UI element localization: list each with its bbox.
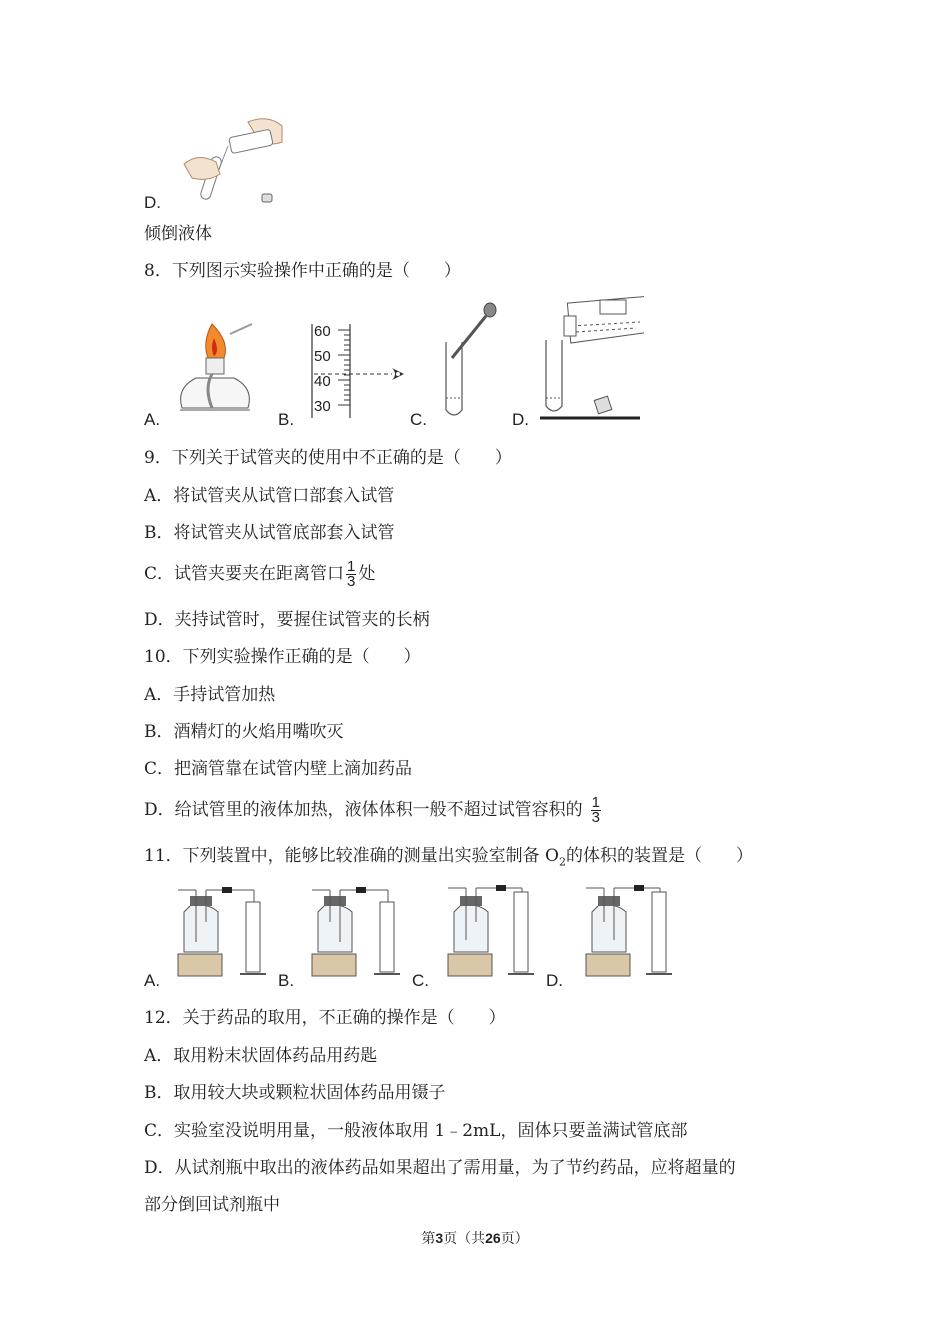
q12-option-c: C．实验室没说明用量，一般液体取用 1﹣2mL，固体只要盖满试管底部 <box>144 1121 688 1141</box>
q11-label-b: B. <box>278 971 295 990</box>
q8-stem: 8．下列图示实验操作中正确的是（ ） <box>144 261 461 281</box>
q9-stem: 9．下列关于试管夹的使用中不正确的是（ ） <box>144 448 512 468</box>
q12-option-a: A．取用粉末状固体药品用药匙 <box>144 1046 378 1066</box>
q12-option-d-line1: D．从试剂瓶中取出的液体药品如果超出了需用量，为了节约药品，应将超量的 <box>144 1158 736 1178</box>
one-third-fraction: $\frac{1}{3}$ <box>591 794 600 826</box>
q12-stem: 12．关于药品的取用，不正确的操作是（ ） <box>144 1008 506 1028</box>
q8-label-d: D. <box>512 410 529 429</box>
pouring-into-test-tube-figure <box>540 294 644 424</box>
one-third-fraction: $\frac{1}{3}$ <box>347 558 356 590</box>
q12-option-d-line2: 部分倒回试剂瓶中 <box>144 1195 280 1215</box>
gas-collection-apparatus-d <box>580 878 678 982</box>
q8-label-b: B. <box>278 410 295 429</box>
q9-option-c-suffix: 处 <box>358 564 376 584</box>
q9-option-c <box>144 560 375 589</box>
q10-stem: 10．下列实验操作正确的是（ ） <box>144 647 421 667</box>
q9-option-c-prefix: C．试管夹要夹在距离管口 <box>144 564 345 584</box>
dropper-in-test-tube-figure <box>438 298 502 424</box>
q7-option-d-label: D. <box>144 193 161 212</box>
q11-label-c: C. <box>412 971 429 990</box>
total-pages: 26 <box>485 1230 501 1246</box>
q11-label-d: D. <box>546 971 563 990</box>
cylinder-tick-60: 60 <box>314 323 331 340</box>
gas-collection-apparatus-c <box>442 878 540 982</box>
cylinder-tick-40: 40 <box>314 373 331 390</box>
q11-label-a: A. <box>144 971 161 990</box>
q7-option-d-caption: 倾倒液体 <box>144 224 212 244</box>
q10-option-c: C．把滴管靠在试管内壁上滴加药品 <box>144 759 413 779</box>
gas-collection-apparatus-b <box>306 882 404 982</box>
q8-label-c: C. <box>410 410 427 429</box>
gas-collection-apparatus-a <box>172 882 270 982</box>
page-number: 3 <box>435 1230 444 1246</box>
pouring-liquid-figure <box>178 112 288 208</box>
cylinder-tick-30: 30 <box>314 398 331 415</box>
q9-option-d: D．夹持试管时，要握住试管夹的长柄 <box>144 610 430 630</box>
q9-option-a: A．将试管夹从试管口部套入试管 <box>144 486 395 506</box>
q10-option-d-prefix: D．给试管里的液体加热，液体体积一般不超过试管容积的 <box>144 800 583 820</box>
q8-label-a: A. <box>144 410 161 429</box>
q12-option-b: B．取用较大块或颗粒状固体药品用镊子 <box>144 1083 446 1103</box>
cylinder-tick-50: 50 <box>314 348 331 365</box>
q10-option-d <box>144 796 603 825</box>
alcohol-lamp-figure <box>172 318 262 424</box>
page-footer: 第3页（共26页） <box>421 1230 529 1247</box>
q10-option-a: A．手持试管加热 <box>144 685 276 705</box>
q9-option-b: B．将试管夹从试管底部套入试管 <box>144 523 395 543</box>
q10-option-b: B．酒精灯的火焰用嘴吹灭 <box>144 722 344 742</box>
q11-stem: 11．下列装置中，能够比较准确的测量出实验室制备 $O_2$的体积的装置是（ ） <box>144 846 753 869</box>
